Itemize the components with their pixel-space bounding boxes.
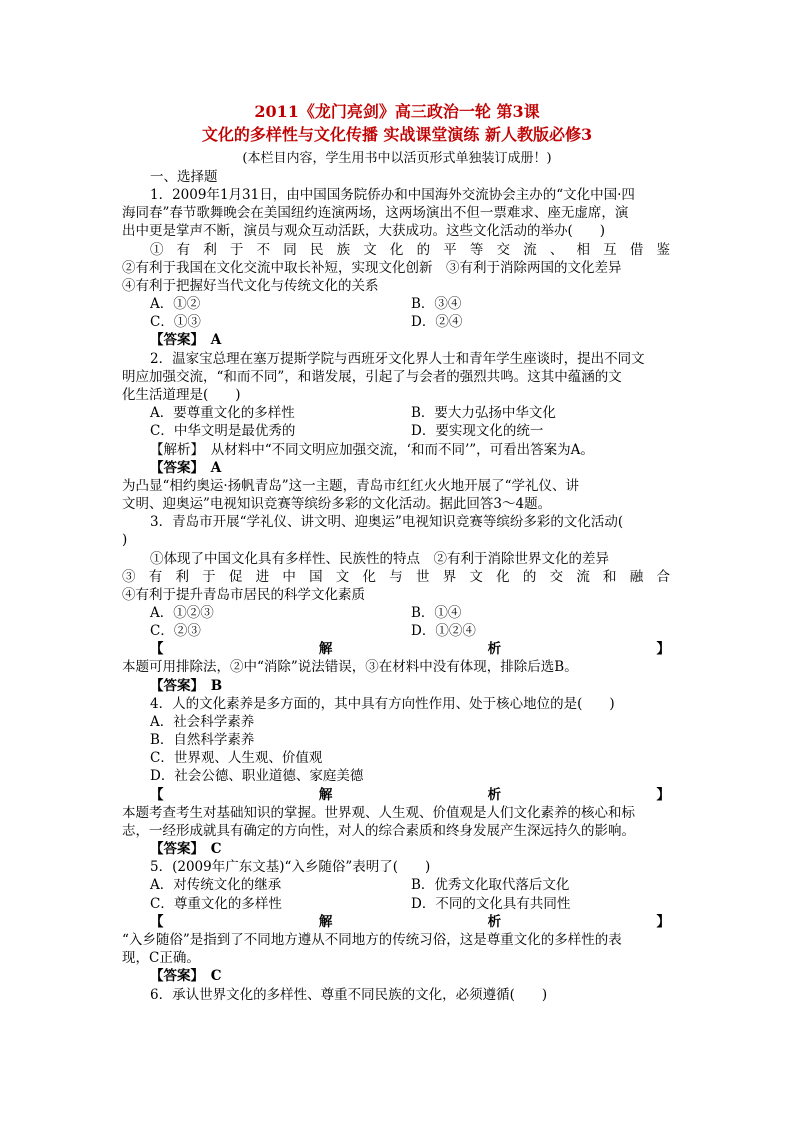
q2-option-a: A．要尊重文化的多样性 (150, 405, 295, 421)
q1-option-c: C．①③ (150, 314, 201, 330)
q2-answer: 【答案】 A (150, 460, 222, 476)
q4-answer: 【答案】 C (150, 841, 222, 857)
document-subtitle: (本栏目内容，学生用书中以活页形式单独装订成册！) (242, 151, 552, 166)
q5-analysis-heading: 【 解 析 】 (150, 914, 670, 930)
q3-statement-3: ③有利于促进中国文化与世界文化的交流和融合 (122, 569, 670, 585)
document-title-line1: 2011《龙门亮剑》高三政治一轮 第3课 (254, 102, 540, 121)
q1-stem-line1: 1．2009年1月31日，由中国国务院侨办和中国海外交流协会主办的“文化中国·四 (150, 187, 635, 203)
q1-statement-2-3: ②有利于我国在文化交流中取长补短，实现文化创新 ③有利于消除两国的文化差异 (122, 260, 622, 276)
q3-option-d: D．①②④ (411, 623, 476, 639)
q4-option-b: B．自然科学素养 (150, 732, 255, 748)
q2-stem-line1: 2．温家宝总理在塞万提斯学院与西班牙文化界人士和青年学生座谈时，提出不同文 (150, 351, 645, 367)
q1-statement-1: ①有利于不同民族文化的平等交流、相互借鉴 (150, 242, 670, 258)
q5-option-a: A．对传统文化的继承 (150, 877, 282, 893)
q5-option-c: C．尊重文化的多样性 (150, 896, 282, 912)
q3-statement-4: ④有利于提升青岛市居民的科学文化素质 (122, 587, 365, 603)
q5-option-b: B．优秀文化取代落后文化 (411, 877, 570, 893)
q4-analysis-line1: 本题考查考生对基础知识的掌握。世界观、人生观、价值观是人们文化素养的核心和标 (122, 805, 635, 821)
q2-stem-line2: 明应加强交流，“和而不同”，和谐发展，引起了与会者的强烈共鸣。这其中蕴涵的文 (122, 369, 622, 385)
q5-answer: 【答案】 C (150, 968, 222, 984)
q1-option-a: A．①② (150, 296, 201, 312)
q2-option-d: D．要实现文化的统一 (411, 423, 544, 439)
q5-stem: 5．(2009年广东文基)“入乡随俗”表明了( ) (150, 859, 431, 875)
q3-analysis-heading: 【 解 析 】 (150, 641, 670, 657)
q6-stem: 6．承认世界文化的多样性、尊重不同民族的文化，必须遵循( ) (150, 987, 548, 1003)
q1-option-b: B．③④ (411, 296, 462, 312)
q3-option-b: B．①④ (411, 605, 462, 621)
q1-answer: 【答案】 A (150, 332, 222, 348)
q2-analysis: 【解析】 从材料中“不同文明应加强交流，‘和而不同’”，可看出答案为A。 (150, 442, 594, 458)
q4-option-a: A．社会科学素养 (150, 714, 255, 730)
q3-4-intro-line2: 文明、迎奥运”电视知识竞赛等缤纷多彩的文化活动。据此回答3～4题。 (122, 496, 552, 512)
q4-option-c: C．世界观、人生观、价值观 (150, 750, 323, 766)
q3-stem-line1: 3．青岛市开展“学礼仪、讲文明、迎奥运”电视知识竞赛等缤纷多彩的文化活动( (150, 514, 624, 530)
q5-option-d: D．不同的文化具有共同性 (411, 896, 571, 912)
document-title-line2: 文化的多样性与文化传播 实战课堂演练 新人教版必修3 (201, 125, 593, 144)
q4-stem: 4．人的文化素养是多方面的，其中具有方向性作用、处于核心地位的是( ) (150, 696, 615, 712)
q2-option-b: B．要大力弘扬中华文化 (411, 405, 556, 421)
q5-analysis-line2: 现，C正确。 (122, 950, 200, 966)
q3-4-intro-line1: 为凸显“相约奥运·扬帆青岛”这一主题，青岛市红红火火地开展了“学礼仪、讲 (122, 478, 579, 494)
q1-option-d: D．②④ (411, 314, 463, 330)
q2-stem-line3: 化生活道理是( ) (122, 387, 241, 403)
q3-analysis: 本题可用排除法，②中“消除”说法错误，③在材料中没有体现，排除后选B。 (122, 659, 578, 675)
q2-option-c: C．中华文明是最优秀的 (150, 423, 296, 439)
q1-stem-line3: 出中更是掌声不断，演员与观众互动活跃，大获成功。这些文化活动的举办( ) (122, 223, 606, 239)
q5-analysis-line1: “入乡随俗”是指到了不同地方遵从不同地方的传统习俗，这是尊重文化的多样性的表 (122, 932, 622, 948)
q1-statement-4: ④有利于把握好当代文化与传统文化的关系 (122, 278, 379, 294)
q4-analysis-heading: 【 解 析 】 (150, 787, 670, 803)
q3-option-a: A．①②③ (150, 605, 214, 621)
section-label: 一、选择题 (150, 169, 218, 185)
q1-stem-line2: 海同春”春节歌舞晚会在美国纽约连演两场，这两场演出不但一票难求、座无虚席，演 (122, 205, 629, 221)
q4-option-d: D．社会公德、职业道德、家庭美德 (150, 768, 364, 784)
q3-stem-line2: ) (122, 532, 128, 548)
q3-statement-1-2: ①体现了中国文化具有多样性、民族性的特点 ②有利于消除世界文化的差异 (150, 551, 609, 567)
q3-option-c: C．②③ (150, 623, 201, 639)
q4-analysis-line2: 志，一经形成就具有确定的方向性，对人的综合素质和终身发展产生深远持久的影响。 (122, 823, 635, 839)
q3-answer: 【答案】 B (150, 678, 223, 694)
